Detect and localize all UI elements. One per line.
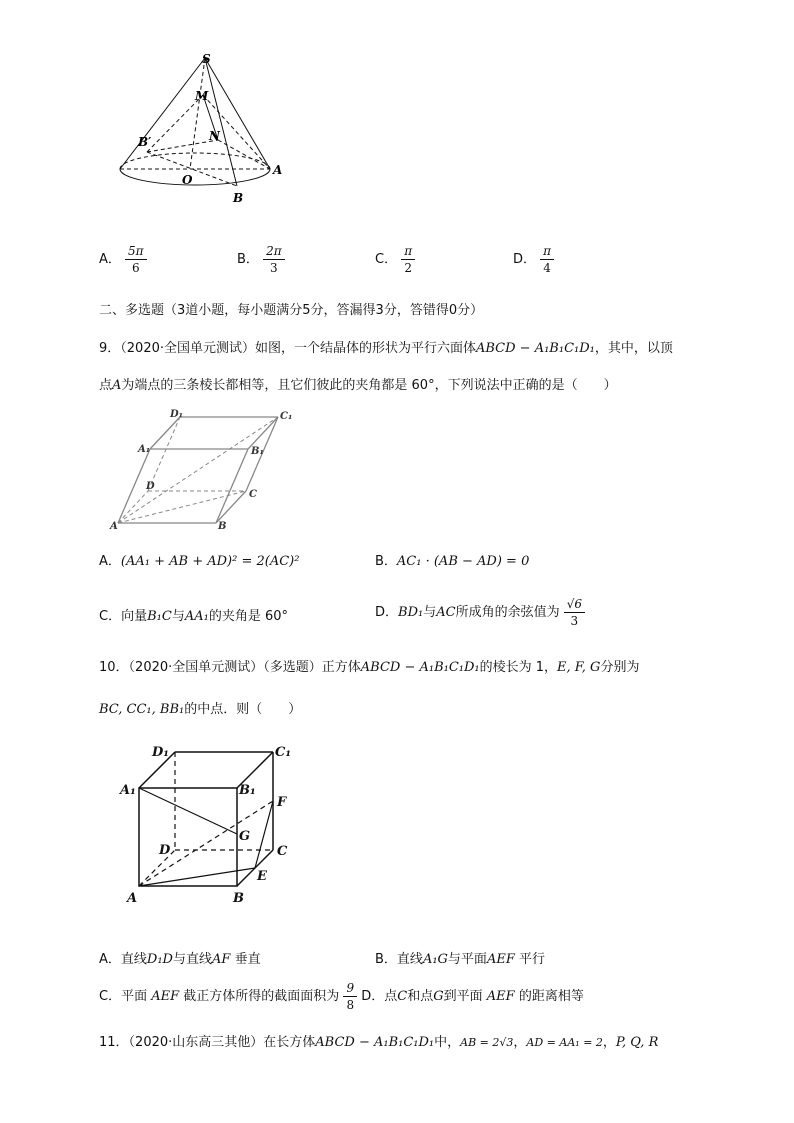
label-D: D bbox=[159, 843, 171, 858]
q9-option-b-formula: AC₁ · (AB − AD) = 0 bbox=[396, 554, 530, 569]
q11-stem-text: 11．（2020·山东高三其他）在长方体 bbox=[99, 1035, 316, 1050]
label-B1: B₁ bbox=[251, 446, 264, 457]
label-E: E bbox=[257, 869, 267, 884]
q9-stem-text: 点 bbox=[99, 378, 113, 393]
label-O: O bbox=[182, 173, 193, 187]
label-C1: C₁ bbox=[280, 411, 293, 422]
q9-option-d-fraction bbox=[564, 596, 585, 629]
q9-option-c-vector: AA₁ bbox=[184, 609, 209, 624]
label-A1: A₁ bbox=[120, 783, 136, 798]
label-D1: D₁ bbox=[170, 409, 184, 420]
q10-option-d-letter: D． bbox=[361, 989, 385, 1004]
q10-stem-math: ABCD − A₁B₁C₁D₁ bbox=[360, 660, 480, 675]
label-C1: C₁ bbox=[275, 745, 292, 760]
fraction-numerator: π bbox=[401, 243, 415, 260]
q10-option-c[interactable] bbox=[99, 980, 584, 1013]
q10-option-b-letter: B． bbox=[375, 952, 397, 967]
q10-option-b[interactable] bbox=[375, 948, 545, 967]
q10-option-d-text: 到平面 bbox=[443, 989, 483, 1004]
q8-option-b[interactable] bbox=[237, 243, 285, 276]
q9-option-c-text: 与 bbox=[171, 609, 185, 624]
q8-option-d-fraction bbox=[540, 243, 554, 276]
q9-option-a-letter: A． bbox=[99, 554, 121, 569]
label-G: G bbox=[239, 829, 251, 844]
q10-stem-math: E, F, G bbox=[557, 660, 601, 675]
label-F: F bbox=[277, 795, 287, 810]
fraction-denominator: 3 bbox=[570, 614, 579, 628]
q10-stem-text: 分别为 bbox=[600, 660, 640, 675]
label-A: A bbox=[127, 891, 138, 906]
cone-figure bbox=[110, 50, 290, 210]
q8-option-a-fraction bbox=[125, 243, 147, 276]
fraction-denominator: 4 bbox=[543, 261, 551, 275]
q9-stem-line1 bbox=[99, 337, 673, 356]
q11-stem-math: P, Q, R bbox=[615, 1035, 659, 1050]
q9-stem-line2 bbox=[99, 374, 617, 393]
label-C: C bbox=[277, 844, 288, 859]
q10-option-d-text: 点 bbox=[384, 989, 398, 1004]
label-A: A bbox=[273, 163, 283, 177]
q10-option-d-math: AEF bbox=[486, 989, 515, 1004]
q10-option-a-text: 垂直 bbox=[234, 952, 261, 967]
q10-stem-text: 的中点．则（ ） bbox=[184, 702, 302, 717]
q10-option-b-math: A₁G bbox=[422, 952, 448, 967]
q10-option-b-text: 直线 bbox=[396, 952, 423, 967]
q10-option-a-math: D₁D bbox=[146, 952, 173, 967]
q10-option-d-text: 的距离相等 bbox=[518, 989, 584, 1004]
fraction-denominator: 8 bbox=[346, 998, 355, 1012]
q8-option-b-fraction bbox=[263, 243, 285, 276]
fraction-numerator: 9 bbox=[343, 980, 357, 997]
q10-stem-math: BC, CC₁, BB₁ bbox=[99, 702, 185, 717]
q10-option-d-math: G bbox=[433, 989, 444, 1004]
q10-option-c-text: 截正方体所得的截面面积为 bbox=[183, 989, 340, 1004]
q10-option-a-text: 与直线 bbox=[172, 952, 212, 967]
q10-option-c-fraction bbox=[343, 980, 357, 1013]
q9-option-d-letter: D． bbox=[375, 605, 399, 620]
q10-stem-line2 bbox=[99, 698, 301, 717]
label-B: B bbox=[233, 891, 244, 906]
q10-option-c-math: AEF bbox=[151, 989, 180, 1004]
q10-option-d[interactable] bbox=[361, 989, 584, 1004]
label-C: C bbox=[249, 489, 257, 500]
section-heading: 二、多选题（3道小题，每小题满分5分，答漏得3分，答错得0分） bbox=[99, 303, 484, 318]
q9-option-c-letter: C． bbox=[99, 609, 122, 624]
q9-stem-math: A bbox=[112, 378, 122, 393]
q9-option-d-text: 所成角的余弦值为 bbox=[455, 605, 560, 620]
q9-stem-math: ABCD − A₁B₁C₁D₁ bbox=[476, 341, 595, 356]
q10-option-b-text: 平行 bbox=[518, 952, 545, 967]
q10-option-a-letter: A． bbox=[99, 952, 121, 967]
q11-stem-math: ABCD − A₁B₁C₁D₁ bbox=[315, 1035, 435, 1050]
label-A1: A₁ bbox=[138, 444, 151, 455]
q10-option-d-text: 和点 bbox=[407, 989, 434, 1004]
q8-option-a-letter: A． bbox=[99, 252, 121, 267]
q9-option-d-math: BD₁ bbox=[398, 605, 424, 620]
q8-option-c-letter: C． bbox=[375, 252, 398, 267]
fraction-denominator: 3 bbox=[270, 261, 278, 275]
label-N: N bbox=[209, 129, 220, 143]
q10-option-b-text: 与平面 bbox=[447, 952, 487, 967]
q9-option-c-text: 的夹角是 60° bbox=[208, 609, 289, 624]
label-B1: B₁ bbox=[239, 783, 256, 798]
q8-option-b-letter: B． bbox=[237, 252, 259, 267]
q9-option-b[interactable] bbox=[375, 550, 529, 569]
q8-option-d[interactable] bbox=[513, 243, 554, 276]
q9-option-c-vector: B₁C bbox=[147, 609, 172, 624]
q10-option-c-text: 平面 bbox=[121, 989, 148, 1004]
q10-option-a-text: 直线 bbox=[120, 952, 147, 967]
q9-option-c[interactable] bbox=[99, 605, 288, 624]
q10-stem-text: 10．（2020·全国单元测试）（多选题）正方体 bbox=[99, 660, 361, 675]
parallelepiped-figure bbox=[108, 405, 298, 535]
label-A: A bbox=[110, 521, 118, 532]
q10-option-c-letter: C． bbox=[99, 989, 122, 1004]
q8-option-c[interactable] bbox=[375, 243, 415, 276]
q9-option-d-math: AC bbox=[436, 605, 456, 620]
q11-stem-math: AB = 2√3 bbox=[460, 1036, 514, 1049]
fraction-numerator: 2π bbox=[263, 243, 285, 260]
q9-option-a[interactable] bbox=[99, 550, 299, 569]
fraction-numerator: 5π bbox=[125, 243, 147, 260]
label-M: M bbox=[195, 89, 209, 103]
q9-stem-text: ，其中，以顶 bbox=[594, 341, 673, 356]
fraction-denominator: 2 bbox=[404, 261, 412, 275]
q8-option-d-letter: D． bbox=[513, 252, 537, 267]
q11-stem-text: ， bbox=[513, 1035, 527, 1050]
q9-stem-text: 为端点的三条棱长都相等，且它们彼此的夹角都是 60°，下列说法中正确的是（ ） bbox=[121, 378, 617, 393]
q9-stem-text: 9．（2020·全国单元测试）如图，一个结晶体的形状为平行六面体 bbox=[99, 341, 476, 356]
cube-figure bbox=[115, 738, 295, 908]
q9-option-b-letter: B． bbox=[375, 554, 397, 569]
label-S: S bbox=[202, 52, 211, 66]
q11-stem-line1 bbox=[99, 1031, 658, 1050]
q10-option-a-math: AF bbox=[212, 952, 231, 967]
q11-stem-text: 中， bbox=[434, 1035, 461, 1050]
q8-option-c-fraction bbox=[401, 243, 415, 276]
q9-option-d[interactable] bbox=[375, 596, 585, 629]
q8-option-a[interactable] bbox=[99, 243, 147, 276]
q9-option-a-formula: (AA₁ + AB + AD)² = 2(AC)² bbox=[120, 554, 300, 569]
q10-option-d-math: C bbox=[397, 989, 408, 1004]
q10-option-b-math: AEF bbox=[486, 952, 515, 967]
fraction-numerator: √6 bbox=[564, 596, 585, 613]
q11-stem-math: AD = AA₁ = 2 bbox=[526, 1036, 603, 1049]
fraction-denominator: 6 bbox=[131, 261, 140, 275]
label-B-prime: B′ bbox=[138, 135, 152, 149]
q9-option-c-text: 向量 bbox=[121, 609, 148, 624]
q11-stem-text: ， bbox=[602, 1035, 616, 1050]
q10-stem-line1 bbox=[99, 656, 639, 675]
label-D: D bbox=[146, 481, 155, 492]
label-B: B bbox=[233, 191, 244, 205]
q9-option-d-text: 与 bbox=[423, 605, 437, 620]
fraction-numerator: π bbox=[540, 243, 554, 260]
q10-stem-text: 的棱长为 1， bbox=[479, 660, 558, 675]
label-D1: D₁ bbox=[152, 745, 169, 760]
q10-option-a[interactable] bbox=[99, 948, 261, 967]
label-B: B bbox=[218, 521, 227, 532]
